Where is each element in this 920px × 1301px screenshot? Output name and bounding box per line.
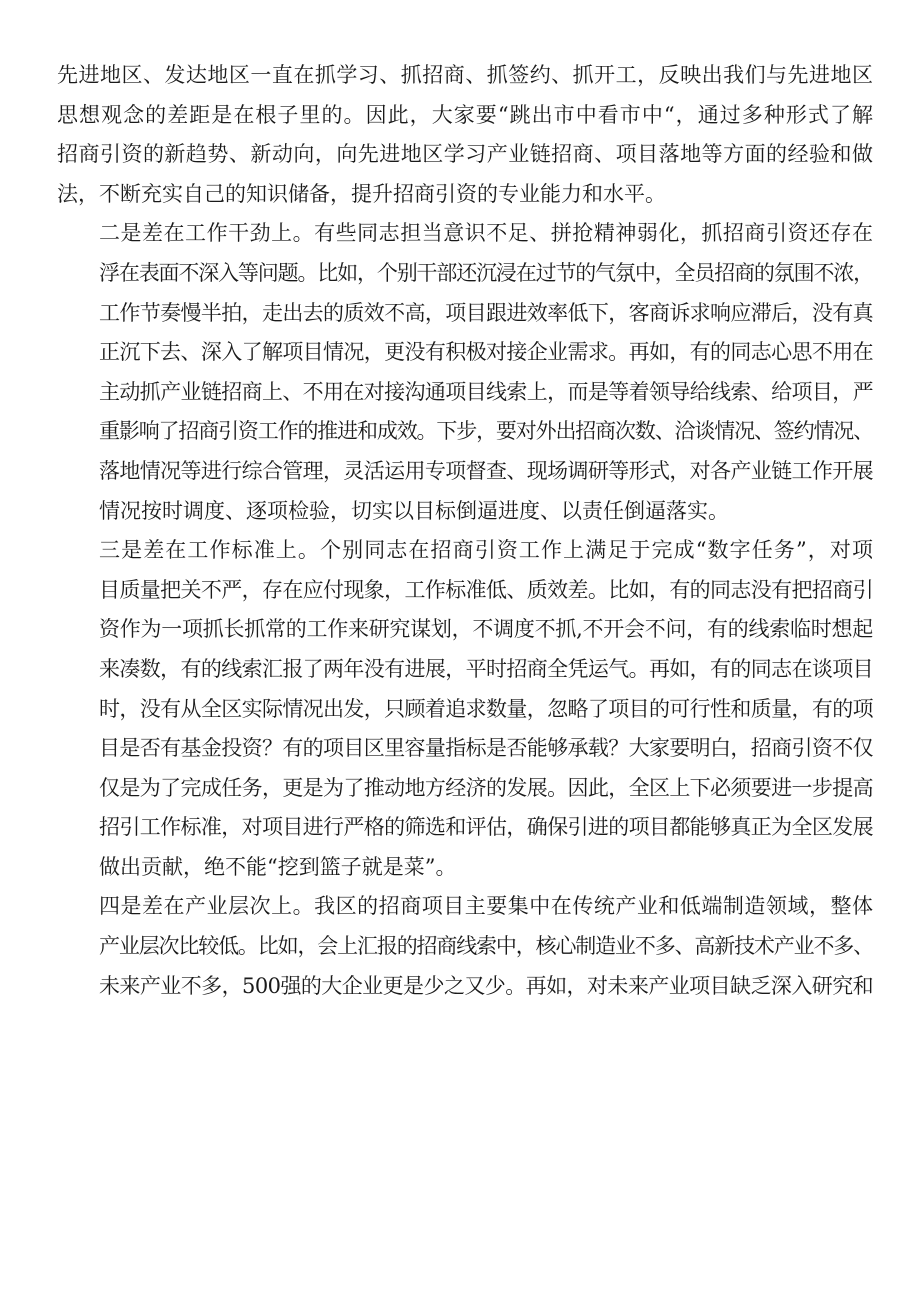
text-line: 招商引资的新趋势、新动向，向先进地区学习产业链招商、项目落地等方面的经验和做	[57, 142, 873, 167]
paragraph-3	[57, 531, 873, 887]
document-body	[57, 56, 873, 1006]
text-line: 目质量把关不严，存在应付现象，工作标准低、质效差。比如，有的同志没有把招商引	[99, 577, 873, 602]
text-line: 工作节奏慢半拍，走出去的质效不高，项目跟进效率低下，客商诉求响应滞后，没有真	[99, 300, 873, 325]
text-line: 法，不断充实自己的知识储备，提升招商引资的专业能力和水平。	[57, 181, 666, 206]
text-line: 时，没有从全区实际情况出发，只顾着追求数量，忽略了项目的可行性和质量，有的项	[99, 696, 873, 721]
text-line: 三是差在工作标准上。个别同志在招商引资工作上满足于完成“数字任务”，对项	[99, 538, 873, 563]
text-line: 目是否有基金投资？有的项目区里容量指标是否能够承载？大家要明白，招商引资不仅	[99, 736, 873, 761]
text-line: 资作为一项抓长抓常的工作来研究谋划，不调度不抓,不开会不问，有的线索临时想起	[99, 617, 873, 642]
paragraph-1	[57, 56, 873, 214]
paragraph-2	[57, 214, 873, 531]
text-line: 仅是为了完成任务，更是为了推动地方经济的发展。因此，全区上下必须要进一步提高	[99, 775, 873, 800]
text-line: 思想观念的差距是在根子里的。因此，大家要“跳出市中看市中“，通过多种形式了解	[57, 102, 873, 127]
text-line: 正沉下去、深入了解项目情况，更没有积极对接企业需求。再如，有的同志心思不用在	[99, 340, 873, 365]
text-line: 先进地区、发达地区一直在抓学习、抓招商、抓签约、抓开工，反映出我们与先进地区	[57, 63, 873, 87]
text-line: 招引工作标准，对项目进行严格的筛选和评估，确保引进的项目都能够真正为全区发展	[99, 815, 873, 840]
text-line: 产业层次比较低。比如，会上汇报的招商线索中，核心制造业不多、高新技术产业不多、	[99, 934, 873, 959]
text-line: 来凑数，有的线索汇报了两年没有进展，平时招商全凭运气。再如，有的同志在谈项目	[99, 656, 873, 681]
paragraph-4	[57, 887, 873, 1006]
text-line: 做出贡献，绝不能“挖到篮子就是菜”。	[99, 854, 457, 879]
text-line: 重影响了招商引资工作的推进和成效。下步，要对外出招商次数、洽谈情况、签约情况、	[99, 419, 873, 444]
text-line: 落地情况等进行综合管理，灵活运用专项督查、现场调研等形式，对各产业链工作开展	[99, 458, 873, 483]
text-line: 主动抓产业链招商上、不用在对接沟通项目线索上，而是等着领导给线索、给项目，严	[99, 379, 873, 404]
text-line: 浮在表面不深入等问题。比如，个别干部还沉浸在过节的气氛中，全员招商的氛围不浓，	[99, 260, 873, 285]
text-line: 二是差在工作干劲上。有些同志担当意识不足、拼抢精神弱化，抓招商引资还存在	[99, 221, 873, 246]
text-line: 情况按时调度、逐项检验，切实以目标倒逼进度、以责任倒逼落实。	[99, 498, 729, 523]
text-line: 四是差在产业层次上。我区的招商项目主要集中在传统产业和低端制造领域，整体	[99, 894, 873, 919]
text-line: 未来产业不多，500强的大企业更是少之又少。再如，对未来产业项目缺乏深入研究和	[99, 973, 874, 998]
